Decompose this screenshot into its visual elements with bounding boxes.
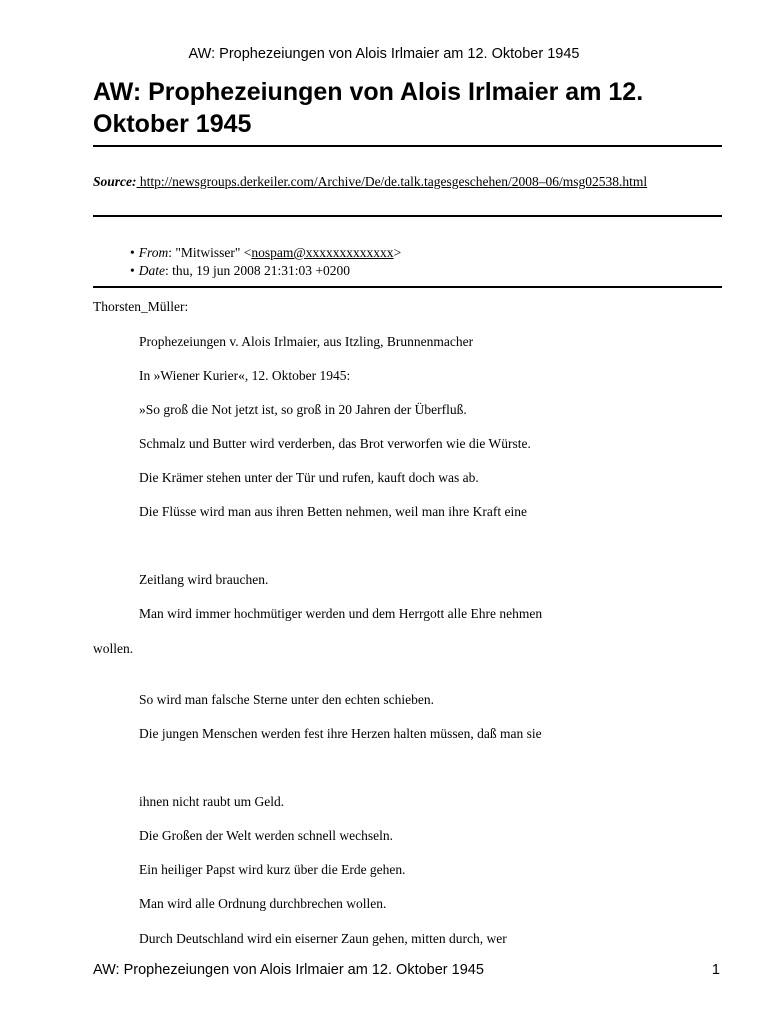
source-label: Source: — [93, 174, 137, 189]
page-number: 1 — [711, 962, 720, 978]
body-line: In »Wiener Kurier«, 12. Oktober 1945: — [139, 368, 351, 383]
body-line: wollen. — [93, 641, 134, 656]
source-divider — [93, 215, 722, 217]
from-prefix: : "Mitwisser" < — [168, 245, 252, 260]
body-line: ihnen nicht raubt um Geld. — [139, 794, 285, 809]
body-line: Man wird alle Ordnung durchbrechen wollen. — [139, 896, 387, 911]
from-email-link[interactable]: nospam@xxxxxxxxxxxxx — [251, 245, 394, 260]
body-line: »So groß die Not jetzt ist, so groß in 20 Jahren der Überfluß. — [139, 402, 467, 417]
page-title: AW: Prophezeiungen von Alois Irlmaier am 12. Oktober 1945 — [93, 78, 644, 138]
body-line: Die Großen der Welt werden schnell wechseln. — [139, 828, 393, 843]
author-line: Thorsten_Müller: — [93, 299, 189, 314]
date-label: Date — [138, 263, 165, 278]
from-label: From — [138, 245, 169, 260]
body-line: Ein heiliger Papst wird kurz über die Erde gehen. — [139, 862, 406, 877]
body-line: Prophezeiungen v. Alois Irlmaier, aus Itzling, Brunnenmacher — [139, 334, 474, 349]
date-line — [130, 263, 350, 279]
body-line: Schmalz und Butter wird verderben, das Brot verworfen wie die Würste. — [139, 436, 531, 451]
body-line: Die Flüsse wird man aus ihren Betten nehmen, weil man ihre Kraft eine — [139, 504, 528, 519]
body-line: Die Krämer stehen unter der Tür und rufen, kauft doch was ab. — [139, 470, 479, 485]
date-value: : thu, 19 jun 2008 21:31:03 +0200 — [164, 263, 350, 278]
body-line: Zeitlang wird brauchen. — [139, 572, 269, 587]
bullet-icon: • — [130, 263, 135, 278]
from-line — [130, 245, 401, 261]
title-divider — [93, 145, 722, 147]
meta-divider — [93, 286, 722, 288]
bullet-icon: • — [130, 245, 135, 260]
body-line: So wird man falsche Sterne unter den echten schieben. — [139, 692, 435, 707]
body-line: Die jungen Menschen werden fest ihre Herzen halten müssen, daß man sie — [139, 726, 542, 741]
body-line: Man wird immer hochmütiger werden und dem Herrgott alle Ehre nehmen — [139, 606, 543, 621]
from-suffix: > — [393, 245, 402, 260]
source-line — [93, 174, 647, 190]
running-header: AW: Prophezeiungen von Alois Irlmaier am 12. Oktober 1945 — [188, 46, 580, 62]
source-link[interactable]: http://newsgroups.derkeiler.com/Archive/De/de.talk.tagesgeschehen/2008–06/msg02538.html — [136, 174, 648, 189]
body-line: Durch Deutschland wird ein eiserner Zaun gehen, mitten durch, wer — [139, 931, 507, 946]
running-footer-title: AW: Prophezeiungen von Alois Irlmaier am 12. Oktober 1945 — [93, 962, 484, 978]
